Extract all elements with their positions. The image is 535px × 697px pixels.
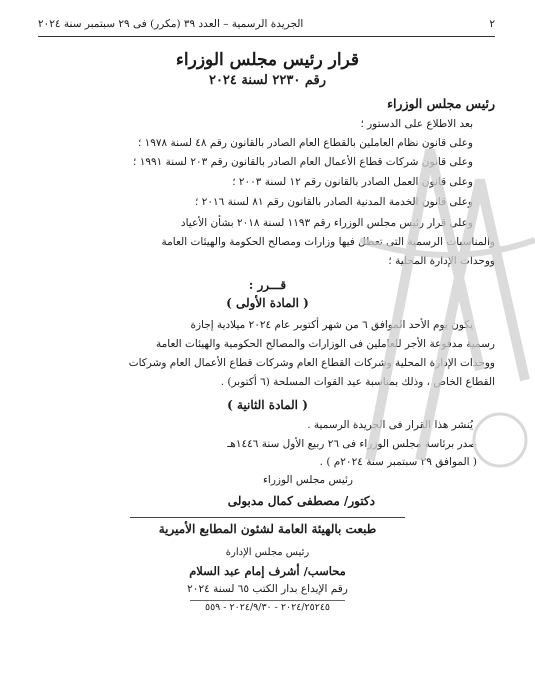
preamble-line: وعلى قانون شركات قطاع الأعمال العام الصادر بالقانون رقم ٢٠٣ لسنة ١٩٩١ ؛ <box>133 156 473 168</box>
issued-gregorian: ( الموافق ٢٩ سبتمبر سنة ٢٠٢٤م ) . <box>319 456 477 468</box>
preamble-line: بعد الاطلاع على الدستور ؛ <box>360 118 473 130</box>
signatory-title: رئيس مجلس الوزراء <box>262 474 353 486</box>
print-code: ٢٠٢٤/٢٥٢٤٥ - ٢٠٢٤/٩/٣٠ - ٥٥٩ <box>204 602 331 613</box>
paragraph-line: والمناسبات الرسمية التى تعطل فيها وزارات ومصالح الحكومة والهيئات العامة <box>161 236 495 248</box>
paragraph-line: ووحدات الإدارة المحلية وشركات القطاع العام وشركات قطاع الأعمال العام وشركات <box>128 357 495 369</box>
decree-issuer: رئيس مجلس الوزراء <box>387 96 495 111</box>
page-header <box>38 14 495 34</box>
issued-at: صدر برئاسة مجلس الوزراء فى ٢٦ ربيع الأول سنة ١٤٤٦هـ <box>227 438 477 450</box>
watermark-seal <box>474 414 526 466</box>
paragraph-line: ووحدات الإدارة المحلية ؛ <box>388 255 495 267</box>
board-title: رئيس مجلس الإدارة <box>225 547 310 558</box>
article-1-text <box>33 316 495 392</box>
footer-divider <box>130 517 405 518</box>
preamble-line: وعلى قانون العمل الصادر بالقانون رقم ١٢ لسنة ٢٠٠٣ ؛ <box>232 176 473 188</box>
decided-heading: قـــرر : <box>248 278 287 292</box>
decree-title: قرار رئيس مجلس الوزراء <box>175 50 360 70</box>
deposit-divider <box>190 600 345 601</box>
preamble-line: وعلى قانون الخدمة المدنية الصادر بالقانون رقم ٨١ لسنة ٢٠١٦ ؛ <box>195 196 473 208</box>
article-2-title: ( المادة الثانية ) <box>227 398 308 412</box>
header-divider <box>38 36 495 37</box>
article-2-text: يُنشر هذا القرار فى الجريدة الرسمية . <box>307 419 473 431</box>
article-1-title: ( المادة الأولى ) <box>226 296 309 310</box>
gazette-issue-line: الجريدة الرسمية – العدد ٣٩ (مكرر) فى ٢٩ سبتمبر سنة ٢٠٢٤ <box>38 18 304 30</box>
paragraph-line: القطاع الخاص ، وذلك بمناسبة عيد القوات المسلحة (٦ أكتوبر) . <box>220 376 495 388</box>
decree-number: رقم ٢٢٣٠ لسنة ٢٠٢٤ <box>208 73 327 88</box>
signatory-name: دكتور/ مصطفى كمال مدبولى <box>227 494 375 508</box>
paragraph-line: وعلى قرار رئيس مجلس الوزراء رقم ١١٩٣ لسنة ٢٠١٨ بشأن الأعياد <box>180 217 473 229</box>
page-number: ٢ <box>489 18 495 30</box>
printer-line: طبعت بالهيئة العامة لشئون المطابع الأميرية <box>158 522 377 536</box>
paragraph-line: رسمية مدفوعة الأجر للعاملين فى الوزارات والمصالح الحكومية والهيئات العامة <box>156 338 495 350</box>
preamble-last-paragraph <box>33 214 495 271</box>
preamble-line: وعلى قانون نظام العاملين بالقطاع العام الصادر بالقانون رقم ٤٨ لسنة ١٩٧٨ ؛ <box>137 137 473 149</box>
deposit-number: رقم الإيداع بدار الكتب ٦٥ لسنة ٢٠٢٤ <box>187 583 348 595</box>
board-name: محاسب/ أشرف إمام عبد السلام <box>189 564 346 578</box>
paragraph-line: يكون يوم الأحد الموافق ٦ من شهر أكتوبر عام ٢٠٢٤ ميلادية إجازة <box>190 319 473 331</box>
